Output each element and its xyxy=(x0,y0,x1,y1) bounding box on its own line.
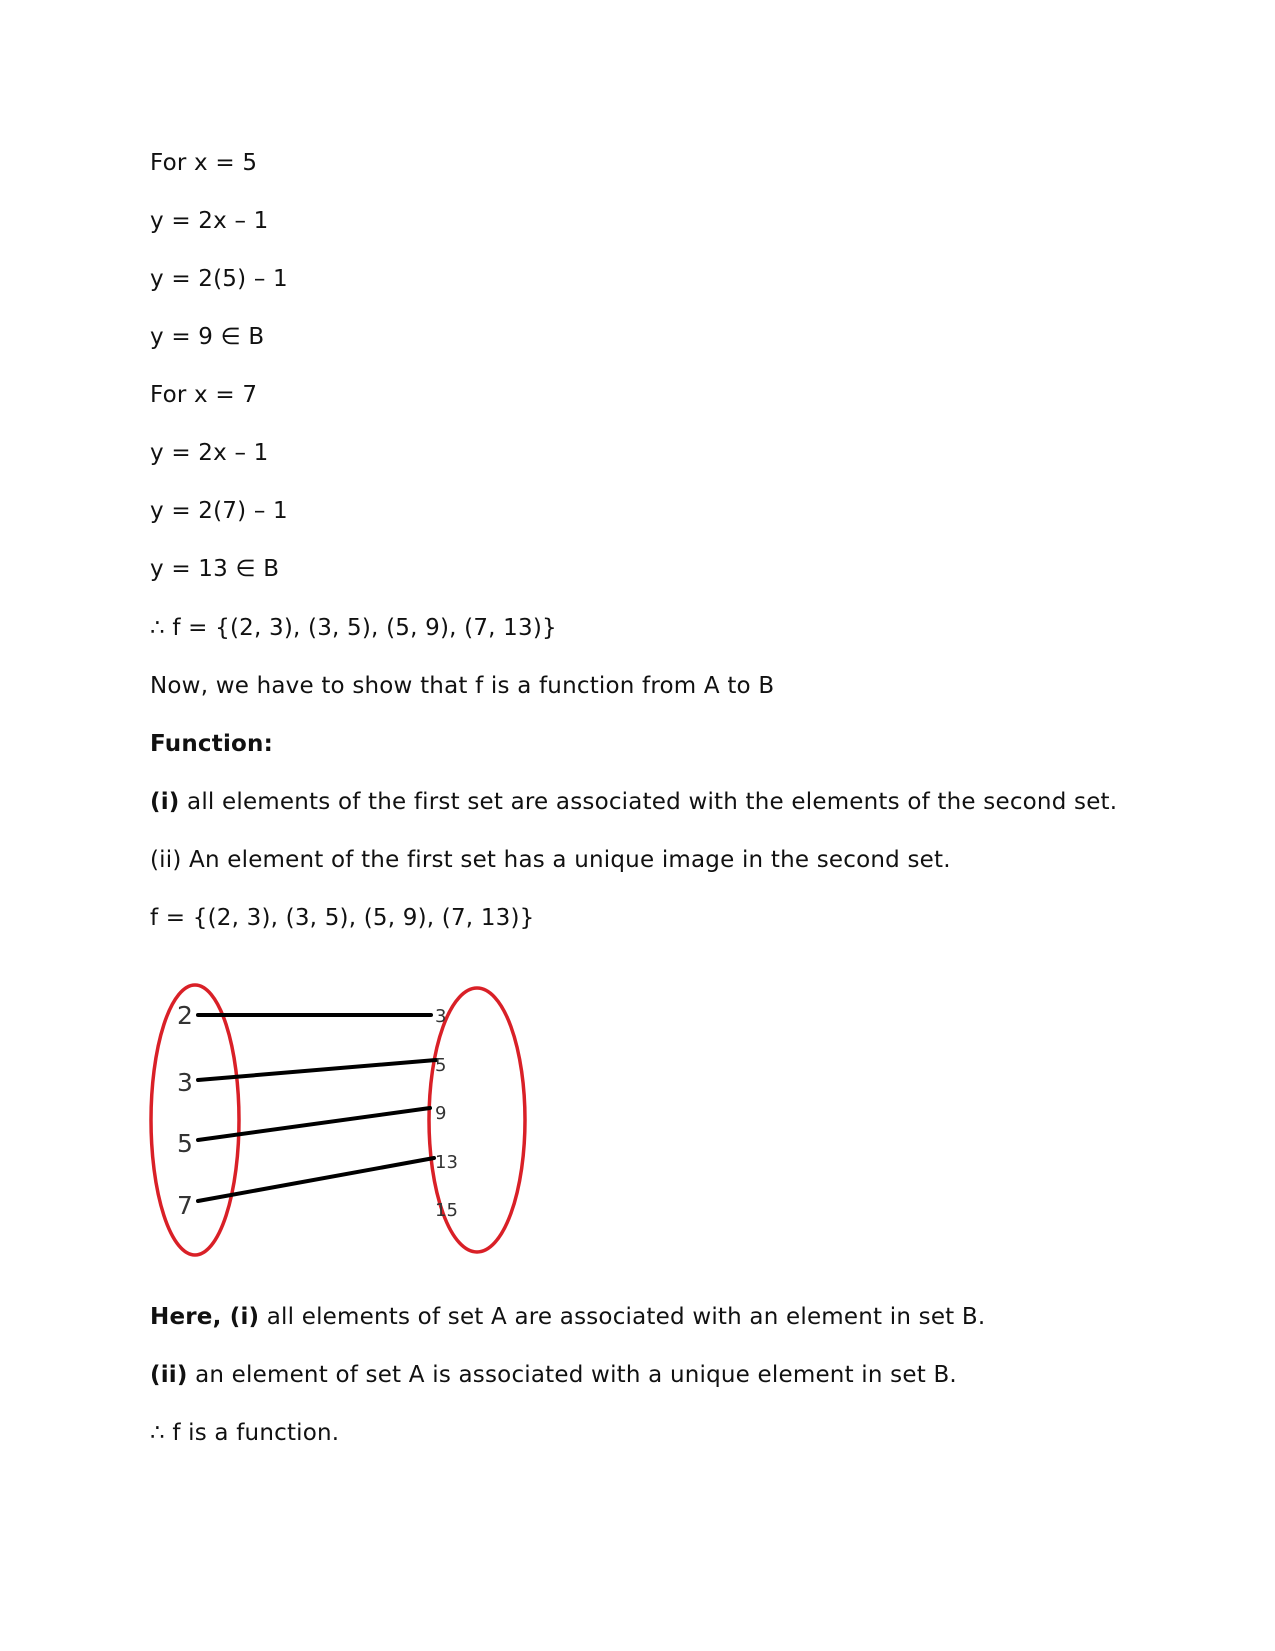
mapping-arrow xyxy=(198,1108,430,1140)
bold-label: Here, (i) xyxy=(150,1304,260,1330)
text-line: ∴ f = {(2, 3), (3, 5), (5, 9), (7, 13)} xyxy=(150,615,557,641)
text-line: y = 13 ∈ B xyxy=(150,556,280,582)
text-span: an element of set A is associated with a unique element in set B. xyxy=(187,1362,957,1388)
text-line: y = 9 ∈ B xyxy=(150,324,265,350)
set-a-element: 5 xyxy=(177,1129,193,1158)
bold-label: (ii) xyxy=(150,1362,188,1388)
text-line: For x = 5 xyxy=(150,150,258,176)
text-line xyxy=(150,1360,957,1390)
text-line: f = {(2, 3), (3, 5), (5, 9), (7, 13)} xyxy=(150,905,535,931)
set-a-element: 7 xyxy=(177,1191,193,1220)
set-a-element: 2 xyxy=(177,1001,193,1030)
text-line xyxy=(150,787,1117,817)
text-line: y = 2(7) – 1 xyxy=(150,498,288,524)
text-span: all elements of the first set are associated with the elements of the second set. xyxy=(179,789,1118,815)
text-line: (ii) An element of the first set has a unique image in the second set. xyxy=(150,847,951,873)
set-b-element: 15 xyxy=(435,1200,458,1221)
text-line: Now, we have to show that f is a function from A to B xyxy=(150,673,775,699)
text-span: all elements of set A are associated with an element in set B. xyxy=(259,1304,986,1330)
text-line: y = 2(5) – 1 xyxy=(150,266,288,292)
text-line: For x = 7 xyxy=(150,382,258,408)
set-b-element: 13 xyxy=(435,1152,458,1173)
set-b-element: 5 xyxy=(435,1055,447,1076)
text-line: ∴ f is a function. xyxy=(150,1420,340,1446)
section-heading: Function: xyxy=(150,731,273,757)
text-line: y = 2x – 1 xyxy=(150,208,269,234)
set-b-element: 9 xyxy=(435,1103,447,1124)
text-line xyxy=(150,1302,985,1332)
set-a-oval xyxy=(151,985,239,1255)
set-b-element: 3 xyxy=(435,1006,447,1027)
bold-label: (i) xyxy=(150,789,180,815)
mapping-diagram xyxy=(148,978,534,1270)
set-a-element: 3 xyxy=(177,1068,193,1097)
text-line: y = 2x – 1 xyxy=(150,440,269,466)
